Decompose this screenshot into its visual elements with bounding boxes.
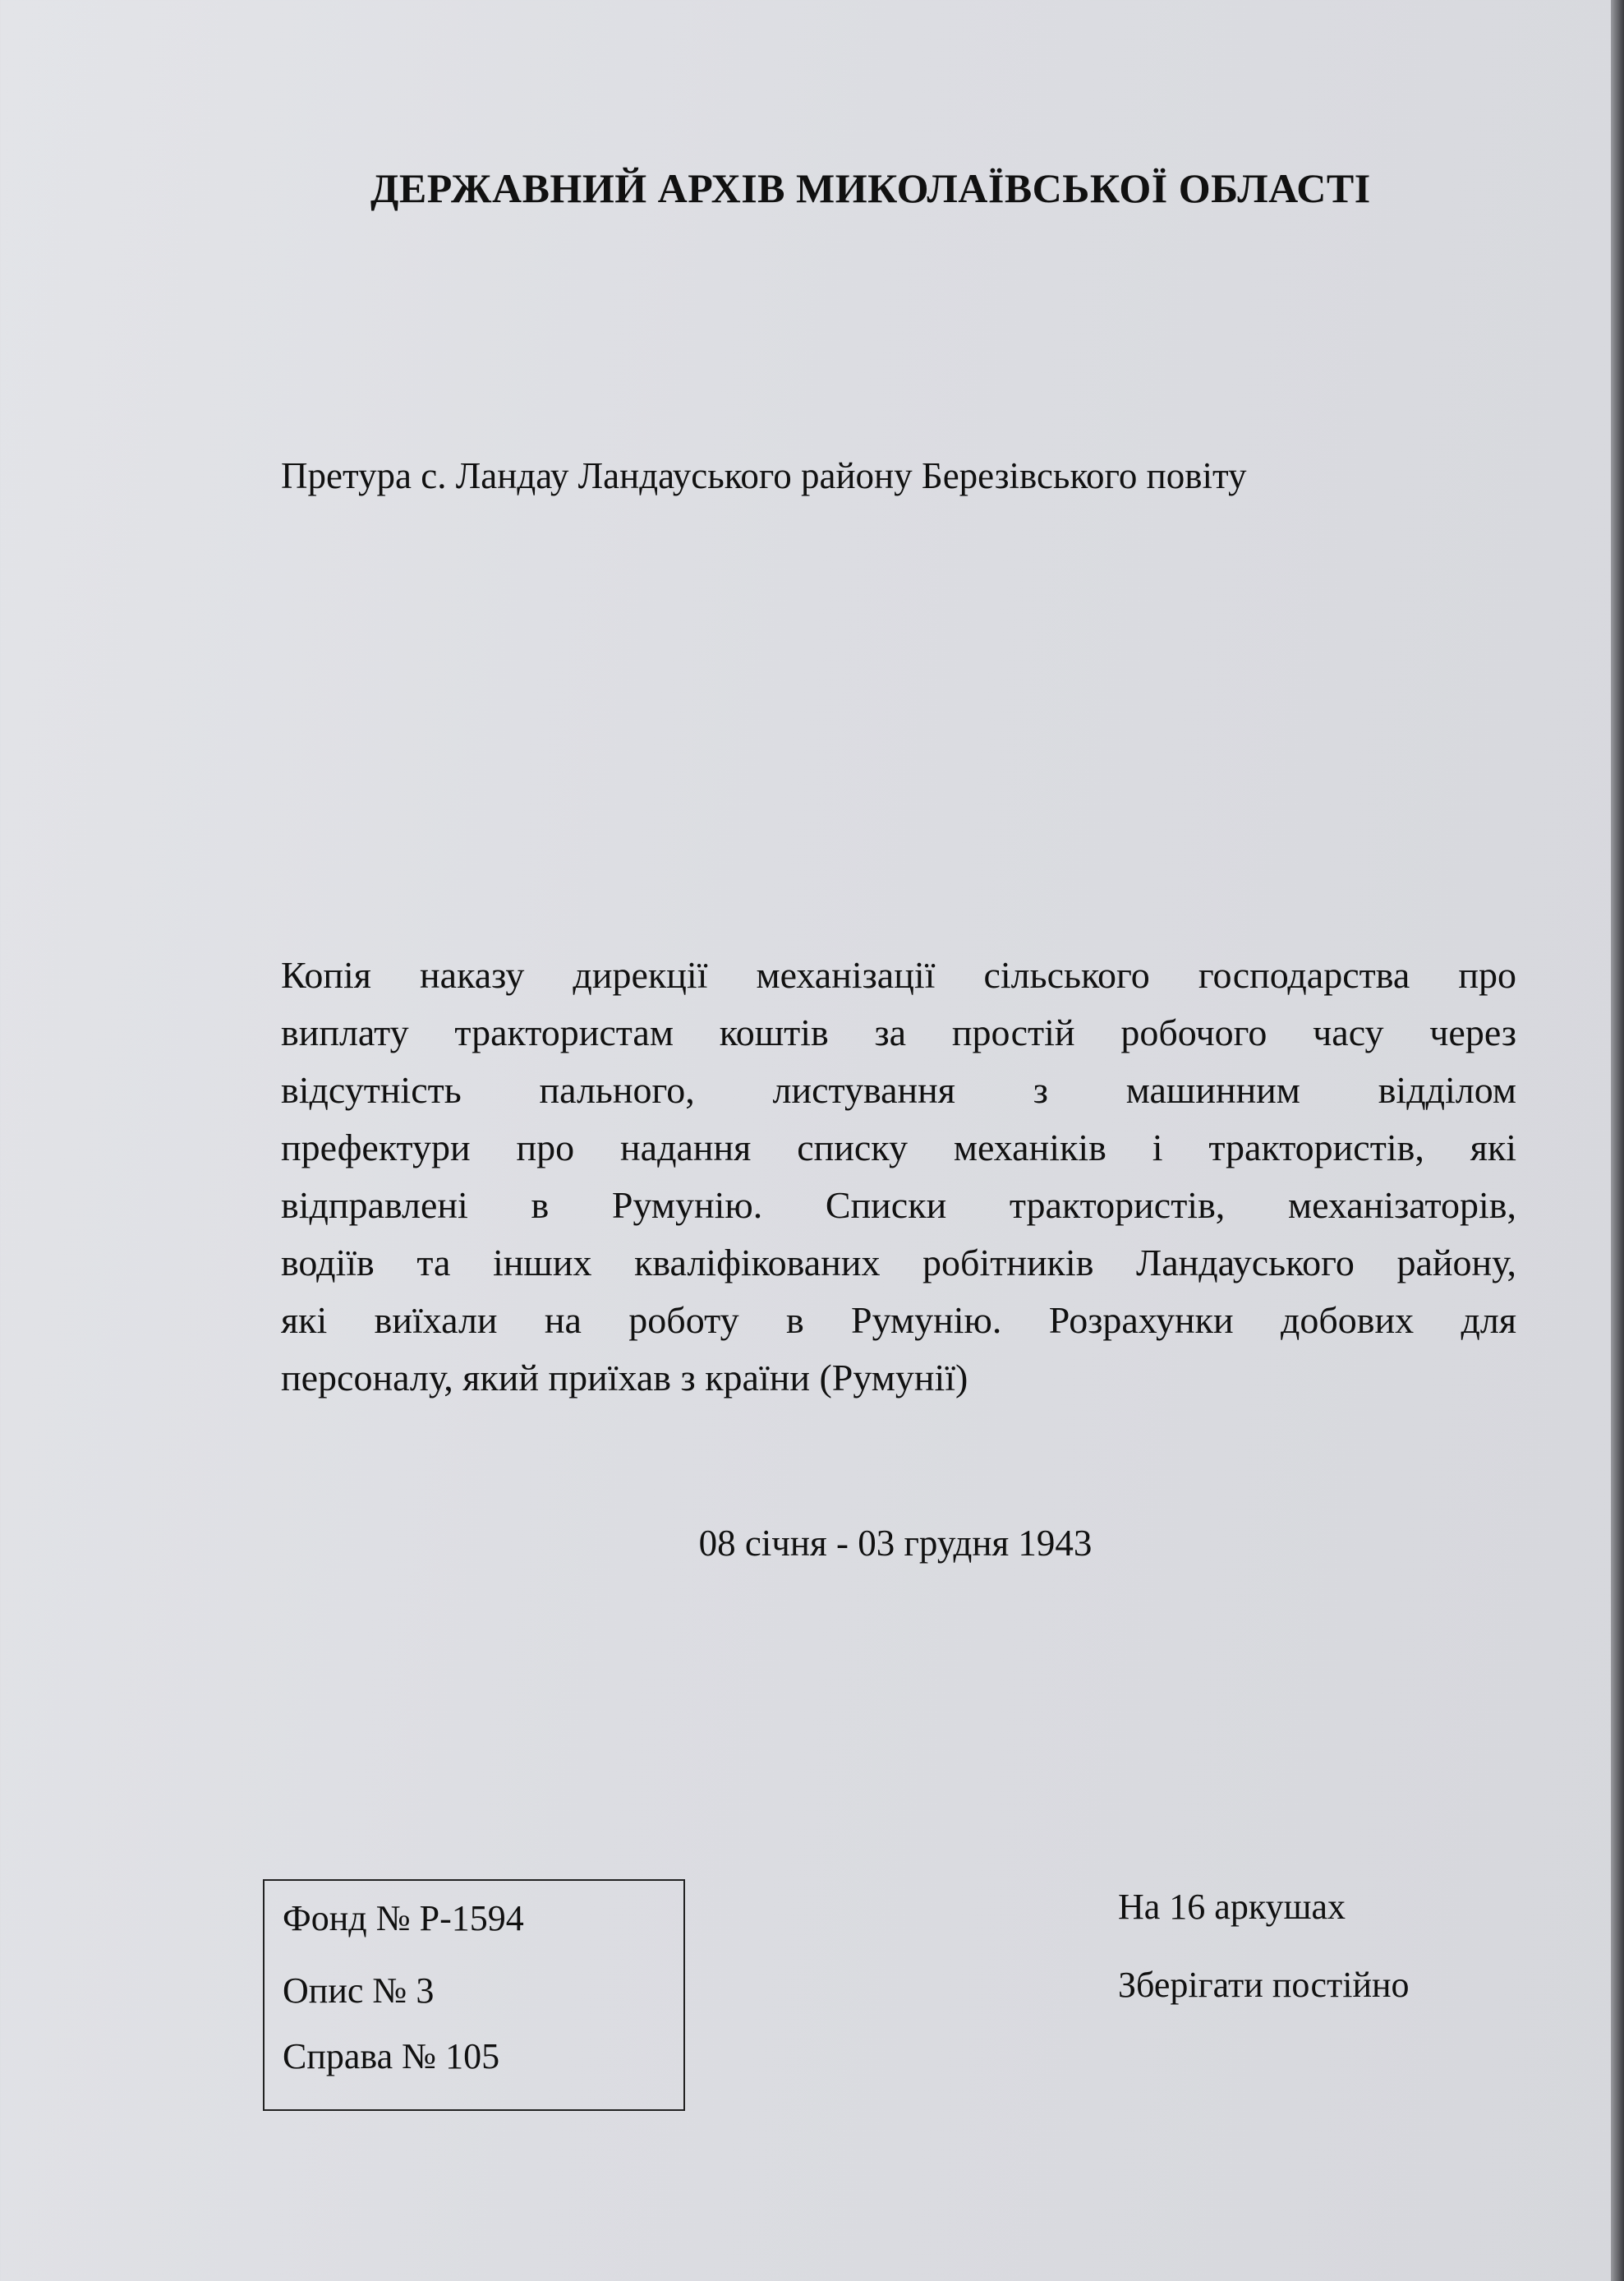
page-edge-shadow	[1611, 0, 1624, 2281]
case-description	[281, 947, 1516, 1407]
description-line: відсутність пального, листування з машинним відділом	[281, 1069, 1516, 1111]
fund-creator: Претура с. Ландау Ландауського району Березівського повіту	[281, 455, 1247, 496]
description-line: виплату трактористам коштів за простій робочого часу через	[281, 1011, 1516, 1053]
opys-number: Опис № 3	[283, 1970, 435, 2011]
date-range: 08 січня - 03 грудня 1943	[698, 1523, 1093, 1564]
description-line: відправлені в Румунію. Списки трактористів, механізаторів,	[281, 1184, 1516, 1226]
sheet-count: На 16 аркушах	[1118, 1887, 1346, 1927]
description-line: префектури про надання списку механіків і трактористів, які	[281, 1127, 1516, 1168]
retention-period: Зберігати постійно	[1118, 1965, 1410, 2005]
archive-title: ДЕРЖАВНИЙ АРХІВ МИКОЛАЇВСЬКОЇ ОБЛАСТІ	[370, 165, 1371, 211]
description-line: персоналу, який приїхав з країни (Румунії)	[281, 1357, 968, 1399]
fond-number: Фонд № Р-1594	[283, 1898, 524, 1938]
description-line: водіїв та інших кваліфікованих робітників Ландауського району,	[281, 1242, 1516, 1283]
sprava-number: Справа № 105	[283, 2036, 500, 2076]
description-line: які виїхали на роботу в Румунію. Розрахунки добових для	[281, 1299, 1516, 1341]
description-line: Копія наказу дирекції механізації сільського господарства про	[281, 954, 1516, 996]
archive-reference-box	[263, 1879, 685, 2111]
